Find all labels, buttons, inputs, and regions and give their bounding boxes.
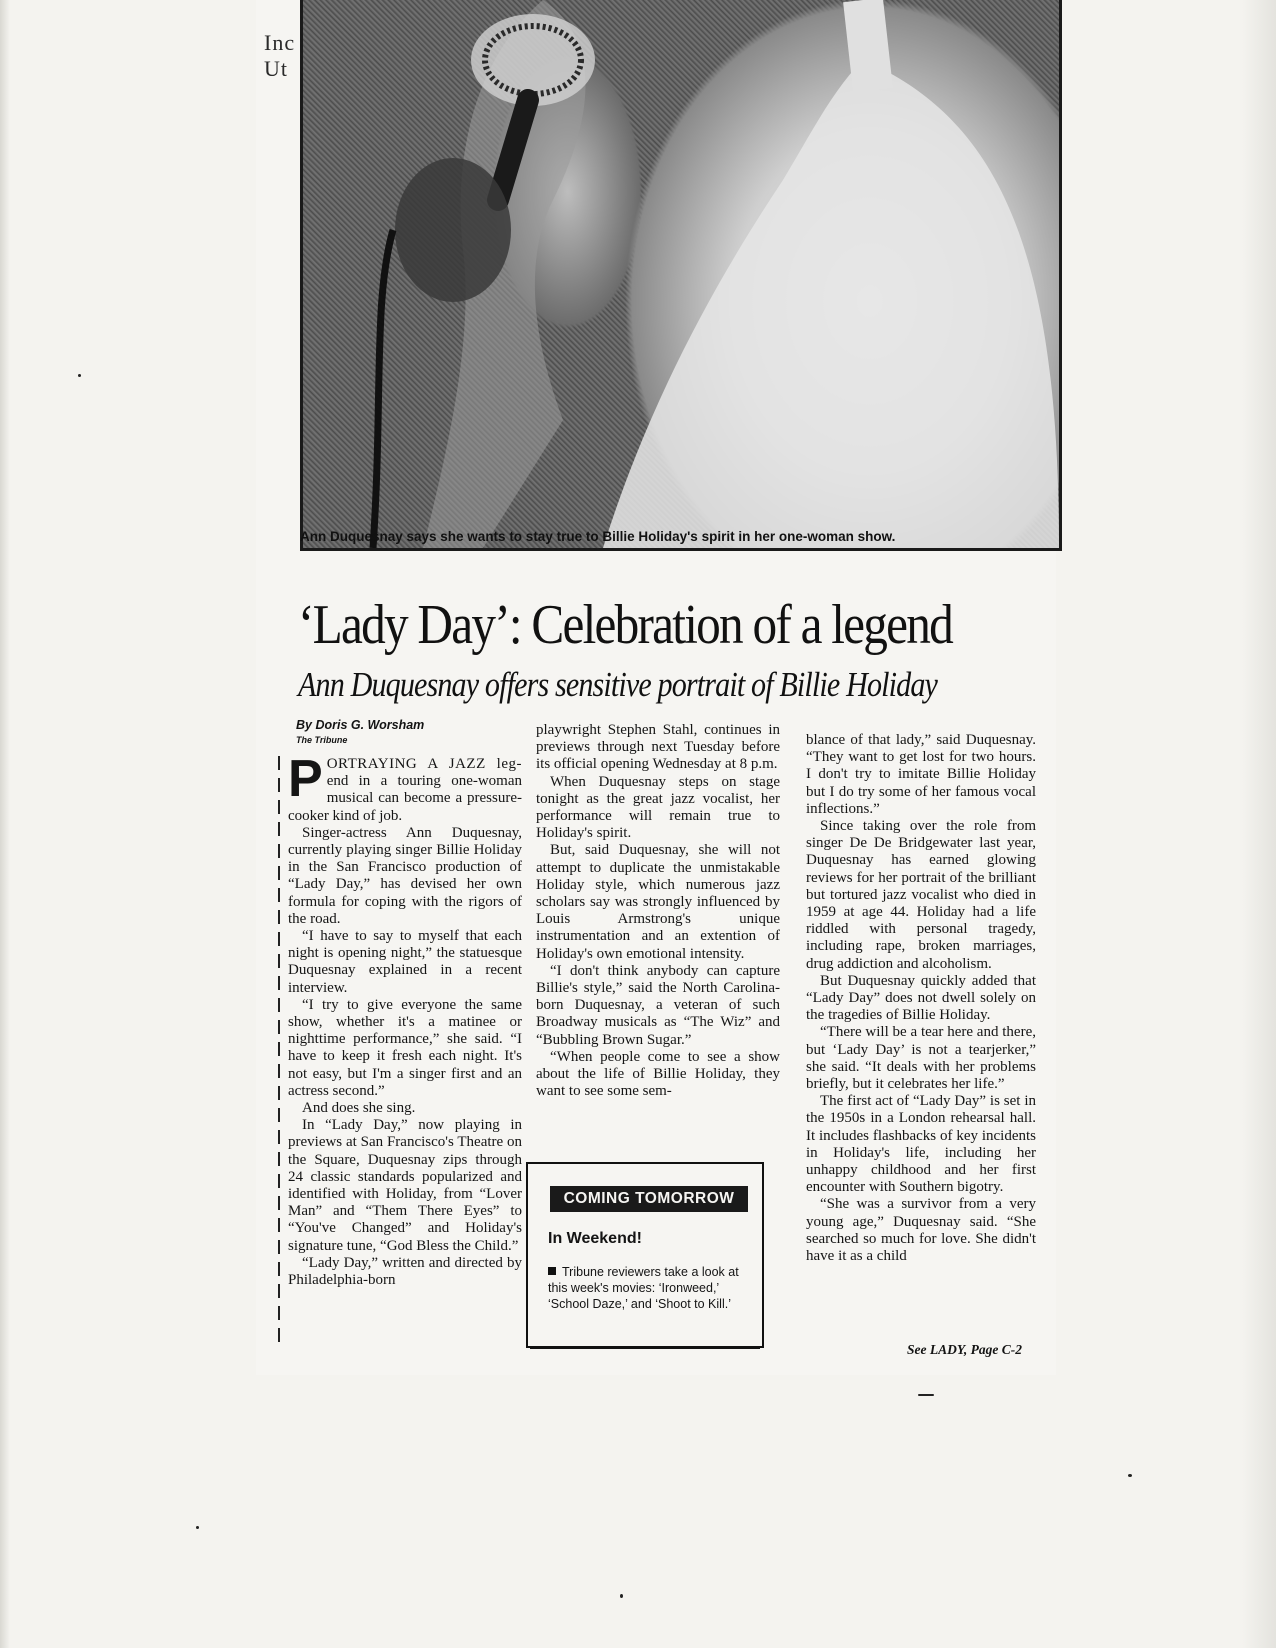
byline	[296, 718, 536, 748]
paper-speck	[1128, 1474, 1132, 1477]
promo-tag: COMING TOMORROW	[550, 1186, 748, 1212]
page-edge-shadow-right	[1242, 0, 1276, 1648]
lead-paragraph	[288, 750, 522, 825]
lead-rest: end in a touring one-woman musical can become a pressure-cooker kind of job.	[288, 773, 522, 824]
paragraph: “Lady Day,” written and directed by Philadelphia-born	[288, 1254, 522, 1289]
paragraph: The first act of “Lady Day” is set in the 1950s in a London rehearsal hall. It includes flashbacks of key incidents in Holiday's life, including her unhappy childhood and her first encounter with Southern bigotry.	[806, 1093, 1036, 1196]
paragraph: Since taking over the role from singer De De Bridgewater last year, Duquesnay has earned glowing reviews for her portrait of the brilliant but tortured jazz vocalist who died in 1959 at age 44. Holiday had a life riddled with personal tragedy, including rape, broken marriages, drug addiction and alcoholism.	[806, 818, 1036, 972]
paper-speck	[620, 1594, 623, 1598]
promo-subtitle: In Weekend!	[548, 1230, 642, 1247]
singer-with-microphone-photo	[303, 0, 1059, 548]
paragraph: But Duquesnay quickly added that “Lady Day” does not dwell solely on the tragedies of Billie Holiday.	[806, 972, 1036, 1024]
author-name: By Doris G. Worsham	[296, 718, 425, 732]
subheadline: Ann Duquesnay offers sensitive portrait of Billie Holiday	[298, 665, 938, 704]
promo-body-text: Tribune reviewers take a look at this week's movies: ‘Ironweed,’ ‘School Daze,’ and ‘Shoot to Kill.’	[548, 1265, 739, 1311]
article-photo	[300, 0, 1062, 551]
paper-speck	[196, 1526, 199, 1529]
article-column-2	[536, 722, 780, 1100]
paragraph: In “Lady Day,” now playing in previews at San Francisco's Theatre on the Square, Duquesnay zips through 24 classic standards popularized and identified with Holiday, from “Lover Man” and “Them There Eyes” to “You've Changed” and Holiday's signature tune, “God Bless the Child.”	[288, 1117, 522, 1254]
outlet-name: The Tribune	[296, 735, 348, 745]
paragraph: playwright Stephen Stahl, continues in previews through next Tuesday before its official opening Wednesday at 8 p.m.	[536, 722, 780, 773]
paragraph: “There will be a tear here and there, but ‘Lady Day’ is not a tearjerker,” she said. “It deals with her problems briefly, but it celebrates her life.”	[806, 1024, 1036, 1093]
article-column-3	[806, 732, 1036, 1265]
square-bullet-icon	[548, 1267, 556, 1275]
article-column-1	[288, 750, 522, 1289]
column-margin-marks	[278, 756, 280, 1346]
paragraph: When Duquesnay steps on stage tonight as the great jazz vocalist, her performance will remain true to Holiday's spirit.	[536, 773, 780, 842]
paragraph: “I have to say to myself that each night is opening night,” the statuesque Duquesnay explained in a recent interview.	[288, 928, 522, 996]
paragraph: “I don't think anybody can capture Billie's style,” said the North Carolina-born Duquesnay, a veteran of such Broadway musicals as “The Wiz” and “Bubbling Brown Sugar.”	[536, 962, 780, 1048]
drop-cap: P	[288, 750, 323, 808]
paragraph: blance of that lady,” said Duquesnay. “They want to get lost for two hours. I don't try to imitate Billie Holiday but I do try some of her famous vocal inflections.”	[806, 732, 1036, 817]
margin-text-fragment: Inc Ut	[264, 30, 296, 81]
jump-line: See LADY, Page C-2	[907, 1342, 1022, 1357]
paper-speck	[78, 374, 81, 377]
paragraph: “I try to give everyone the same show, whether it's a matinee or nighttime performance,” she said. “I have to keep it fresh each night. It's not easy, but I'm a singer first and an actress second.”	[288, 996, 522, 1099]
paragraph: And does she sing.	[302, 1100, 416, 1117]
promo-box-shadow	[530, 1346, 760, 1349]
paragraph: But, said Duquesnay, she will not attempt to duplicate the unmistakable Holiday style, which numerous jazz scholars say was strongly influenced by Louis Armstrong's unique instrumentation and an extention of Holiday's own emotional intensity.	[536, 842, 780, 962]
paragraph: “When people come to see a show about the life of Billie Holiday, they want to see some sem-	[536, 1048, 780, 1100]
promo-body	[548, 1264, 748, 1312]
paper-speck	[918, 1394, 934, 1396]
lead-caps: ORTRAYING A JAZZ leg-	[326, 756, 522, 772]
paragraph: “She was a survivor from a very young age,” Duquesnay said. “She searched so much for love. She didn't have it as a child	[806, 1196, 1036, 1265]
paragraph: Singer-actress Ann Duquesnay, currently playing singer Billie Holiday in the San Francisco production of “Lady Day,” has devised her own formula for coping with the rigors of the road.	[288, 824, 522, 927]
headline: ‘Lady Day’: Celebration of a legend	[298, 594, 953, 656]
photo-caption: Ann Duquesnay says she wants to stay true to Billie Holiday's spirit in her one-woman show.	[300, 529, 896, 544]
page-edge-shadow-left	[0, 0, 10, 1648]
coming-tomorrow-box	[526, 1162, 764, 1348]
